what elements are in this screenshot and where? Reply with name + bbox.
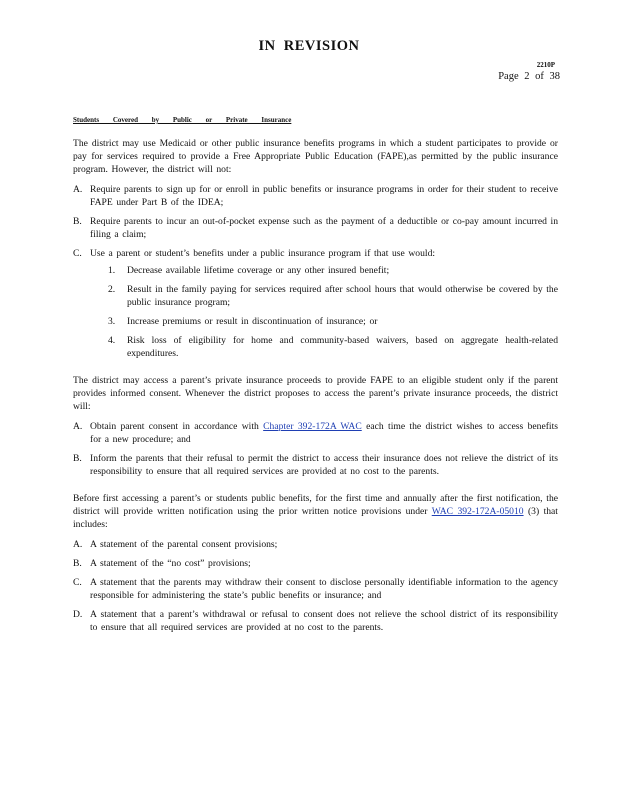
sub-list-item [108,283,558,309]
list-item [73,420,558,446]
list-marker: B. [73,558,82,569]
sub-list [90,264,558,360]
list-item-text: Require parents to sign up for or enroll in public benefits or insurance programs in order for their student to receive FAPE under Part B of the IDEA; [90,184,558,208]
list-item [73,608,558,634]
list-marker: 1. [108,265,116,276]
list-item-text-end: each time the district wishes to access benefits for a new procedure; and [90,421,558,445]
document-body [73,114,558,640]
list-item-text: Result in the family paying for services required after school hours that would otherwise be covered by the public insurance program; [127,284,558,308]
list-item-text: Increase premiums or result in discontinuation of insurance; or [127,316,378,327]
revision-title: IN REVISION [258,38,360,54]
notice-text-start: Before first accessing a parent’s or students public benefits, for the first time and annually after the first notification, the district will provide written notification using the prior written notice provisions under [73,493,558,517]
list-item [73,576,558,602]
notice-paragraph [73,492,558,531]
notice-text-end: (3) that includes: [73,506,558,530]
sub-list-item [108,264,558,277]
sub-list-item [108,334,558,360]
list-item-text: Use a parent or student’s benefits under a public insurance program if that use would: [90,248,436,259]
list-marker: 3. [108,316,116,327]
list-item [73,452,558,478]
list-marker: A. [73,539,83,550]
chapter-392-172a-wac-link[interactable]: Chapter 392-172A WAC [263,421,362,432]
page-number: Page 2 of 38 [498,71,560,82]
sub-list-item [108,315,558,328]
policy-code: 2210P [536,61,555,69]
list-item [73,557,558,570]
list-marker: A. [73,421,83,432]
list-item-text: Inform the parents that their refusal to permit the district to access their insurance does not relieve the district of its responsibility to ensure that all required services are provided at no cost to the parents. [90,453,558,477]
list-marker: B. [73,216,82,227]
list-item-text: Require parents to incur an out-of-pocket expense such as the payment of a deductible or co-pay amount incurred in filing a claim; [90,216,558,240]
list-item-text: Risk loss of eligibility for home and community-based waivers, based on aggregate health-related expenditures. [127,335,558,359]
wac-392-172a-05010-link[interactable]: WAC 392-172A-05010 [431,506,524,517]
list-item-text-start: Obtain parent consent in accordance with [90,421,264,432]
list-item-text: Decrease available lifetime coverage or any other insured benefit; [127,265,390,276]
list-item-text: A statement that a parent’s withdrawal or refusal to consent does not relieve the school district of its responsibility to ensure that all required services are provided at no cost to the parents. [90,609,558,633]
list-item-text: A statement of the “no cost” provisions; [90,558,251,569]
list-marker: 2. [108,284,116,295]
list-item [73,215,558,241]
list-item [73,538,558,551]
intro-paragraph: The district may use Medicaid or other public insurance benefits programs in which a student participates to provide or pay for services required to provide a Free Appropriate Public Education (FAPE),as permitted by the public insurance program. However, the district will not: [73,138,558,175]
list-marker: D. [73,609,83,620]
private-insurance-paragraph: The district may access a parent’s private insurance proceeds to provide FAPE to an eligible student only if the parent provides informed consent. Whenever the district proposes to access the parent’s private insurance proceeds, the district will: [73,375,558,412]
list-item [73,183,558,209]
spacer [73,484,558,492]
section-heading: Students Covered by Public or Private Insurance [73,116,292,124]
spacer [73,366,558,374]
list-item [73,247,558,360]
list-marker: C. [73,248,82,259]
list-marker: B. [73,453,82,464]
list-marker: 4. [108,335,116,346]
list-marker: A. [73,184,83,195]
list-item-text: A statement that the parents may withdraw their consent to disclose personally identifiable information to the agency responsible for administering the state’s public benefits or insurance; and [90,577,558,601]
list-marker: C. [73,577,82,588]
list-item-text: A statement of the parental consent provisions; [90,539,278,550]
